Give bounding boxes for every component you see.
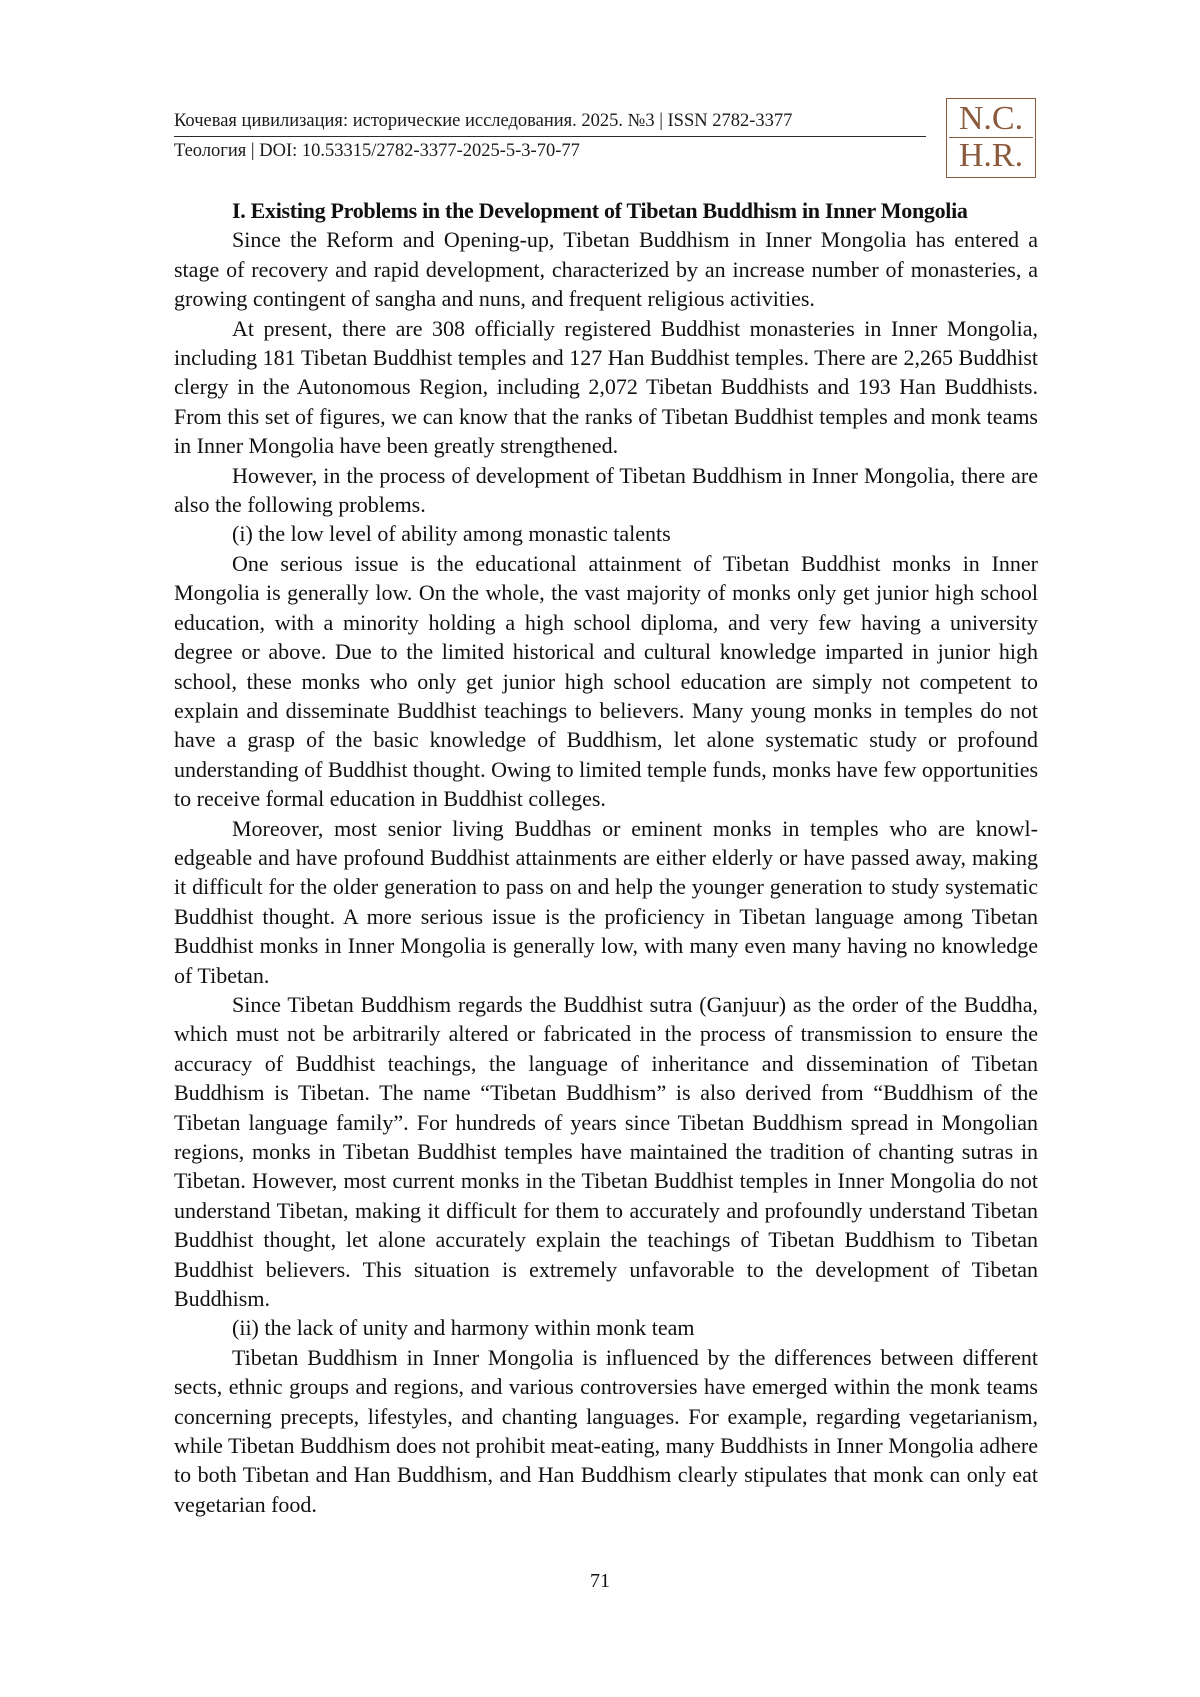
logo-text-bottom: H.R. xyxy=(958,137,1024,174)
page-number: 71 xyxy=(590,1570,610,1592)
paragraph: Moreover, most senior living Buddhas or eminent monks in temples who are knowledgeable and have profound Buddhist attainments are either elderly or have passed away, making it difficult for the older generation to pass on and help the younger generation to study systematic Buddhist thought. A more serious issue is the proficiency in Tibetan language among Tibetan Buddhist monks in Inner Mongolia is generally low, with many even many having no knowledge of Tibetan. xyxy=(174,815,1038,988)
paragraph: Since Tibetan Buddhism regards the Buddhist sutra (Ganjuur) as the order of the Buddha, which must not be arbitrarily altered or fabricated in the process of transmission to ensure the accuracy of Buddhist teachings, the language of inheritance and dissemination of Tibetan Buddhism is Tibetan. The name “Tibetan Buddhism” is also derived from “Buddhism of the Tibetan language family”. For hundreds of years since Tibetan Buddhism spread in Mongolian regions, monks in Tibetan Buddhist temples have maintained the tradition of chanting sutras in Tibetan. However, most current monks in the Tibetan Buddhist temples in Inner Mongolia do not understand Tibetan, making it difficult for them to accurately and profoundly understand Tibetan Buddhist thought, let alone accurately explain the teachings of Tibetan Buddhism to Tibetan Buddhist believers. This situation is extremely unfavorable to the development of Tibetan Buddhism. xyxy=(174,991,1038,1312)
journal-logo xyxy=(946,98,1036,178)
paragraph: At present, there are 308 officially registered Buddhist monasteries in Inner Mongolia, including 181 Tibetan Buddhist temples and 127 Han Buddhist temples. There are 2,265 Buddhist clergy in the Autonomous Region, including 2,072 Tibetan Buddhists and 193 Han Buddhists. From this set of figures, we can know that the ranks of Tibetan Buddhist temples and monk teams in Inner Mongolia have been greatly strengthened. xyxy=(174,315,1038,459)
running-header xyxy=(174,108,926,164)
header-divider xyxy=(174,136,926,137)
logo-text-top: N.C. xyxy=(958,100,1024,137)
paragraph: However, in the process of development of Tibetan Buddhism in Inner Mongolia, there are also the following problems. xyxy=(174,462,1038,518)
paragraph: Tibetan Buddhism in Inner Mongolia is influenced by the differences between different sects, ethnic groups and regions, and various controversies have emerged within the monk teams concerning precepts, lifestyles, and chanting languages. For example, regarding vegetarianism, while Tibetan Buddhism does not prohibit meat-eating, many Buddhists in Inner Mongolia adhere to both Tibetan and Han Buddhism, and Han Buddhism clearly stipulates that monk can only eat vegetarian food. xyxy=(174,1344,1038,1517)
paragraph: Since the Reform and Opening-up, Tibetan Buddhism in Inner Mongolia has entered a stage of recovery and rapid development, characterized by an increase number of monasteries, a growing contingent of sangha and nuns, and frequent religious activities. xyxy=(174,227,1038,312)
subsection-heading: (ii) the lack of unity and harmony within monk team xyxy=(232,1315,695,1341)
section-doi: Теология | DOI: 10.53315/2782-3377-2025-5-3-70-77 xyxy=(174,141,580,161)
journal-citation: Кочевая цивилизация: исторические исследования. 2025. №3 | ISSN 2782-3377 xyxy=(174,111,793,131)
section-heading: I. Existing Problems in the Development of Tibetan Buddhism in Inner Mongolia xyxy=(232,198,968,223)
subsection-heading: (i) the low level of ability among monastic talents xyxy=(232,521,671,547)
article-body xyxy=(174,196,1038,1519)
paragraph: One serious issue is the educational attainment of Tibetan Buddhist monks in Inner Mongolia is generally low. On the whole, the vast majority of monks only get junior high school education, with a minority holding a high school diploma, and very few having a university degree or above. Due to the limited historical and cultural knowledge imparted in junior high school, these monks who only get junior high school education are simply not competent to explain and disseminate Buddhist teachings to believers. Many young monks in temples do not have a grasp of the basic knowledge of Buddhism, let alone systematic study or profound understanding of Buddhist thought. Owing to limited temple funds, monks have few opportunities to receive formal education in Buddhist colleges. xyxy=(174,550,1039,812)
